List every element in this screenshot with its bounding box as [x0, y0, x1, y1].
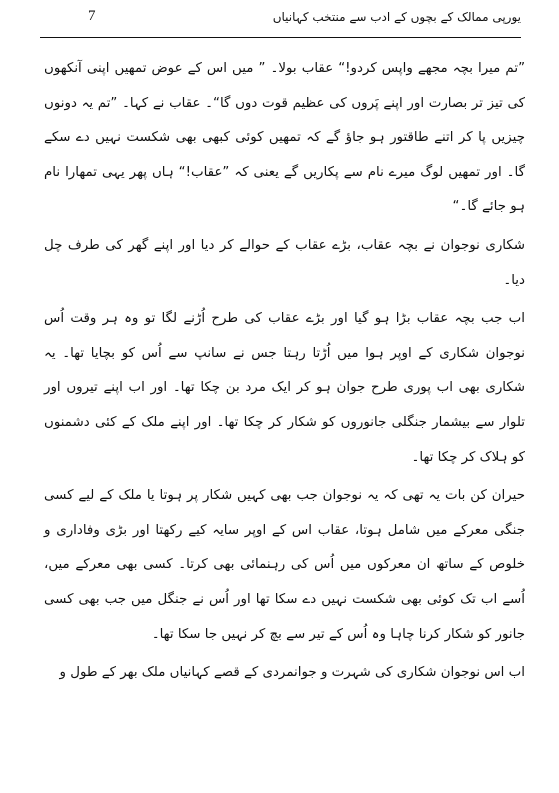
page-body	[44, 52, 525, 695]
paragraph-fame: اب اس نوجوان شکاری کی شہرت و جوانمردی کے قصے کہانیاں ملک بھر کے طول و	[59, 665, 525, 681]
paragraph-eagle-grows: اب جب بچہ عقاب بڑا ہو گیا اور بڑے عقاب کی طرح اُڑنے لگا تو وہ ہر وقت اُس نوجوان شکاری کے اوپر ہوا میں اُڑتا رہتا جس نے سانپ سے اُس کو بچایا تھا۔ یہ شکاری بھی اب پوری طرح جوان ہو کر ایک مرد بن چکا تھا۔ اور اب اپنے تیروں اور تلوار سے بیشمار جنگلی جانوروں کو شکار کر چکا تھا۔ اور اپنے ملک کے کئی دشمنوں کو ہلاک کر چکا تھا۔	[44, 311, 525, 465]
paragraph-eagle-offer: ”تم میرا بچہ مجھے واپس کردو!“ عقاب بولا۔ ” میں اس کے عوض تمھیں اپنی آنکھوں کی تیز تر بصارت اور اپنے پَروں کی عظیم قوت دوں گا“۔ عقاب نے کہا۔ ”تم یہ دونوں چیزیں پا کر اتنے طاقتور ہو جاؤ گے کہ تمھیں کوئی کبھی بھی شکست نہیں دے سکے گا۔ اور تمھیں لوگ میرے نام سے پکاریں گے یعنی کہ ”عقاب!“ ہاں پھر یہی تمھارا نام ہو جائے گا۔“	[44, 61, 525, 215]
paragraph-battles: حیران کن بات یہ تھی کہ یہ نوجوان جب بھی کہیں شکار پر ہوتا یا ملک کے لیے کسی جنگی معرکے میں شامل ہوتا، عقاب اس کے اوپر سایہ کیے رکھتا اور بڑی وفاداری و خلوص کے ساتھ ان معرکوں میں اُس کی رہنمائی بھی کرتا۔ کسی بھی معرکے میں، اُسے اب تک کوئی بھی شکست نہیں دے سکا تھا اور اُس نے جنگل میں جب بھی کسی جانور کو شکار کرنا چاہا وہ اُس کے تیر سے بچ کر نہیں جا سکا تھا۔	[44, 488, 525, 642]
running-title: یورپی ممالک کے بچوں کے ادب سے منتخب کہانیاں	[272, 10, 521, 24]
page-number: 7	[88, 8, 96, 24]
header-rule	[40, 37, 521, 38]
page-header	[40, 8, 521, 34]
paragraph-hunter-returns: شکاری نوجوان نے بچہ عقاب، بڑے عقاب کے حوالے کر دیا اور اپنے گھر کی طرف چل دیا۔	[44, 237, 525, 288]
